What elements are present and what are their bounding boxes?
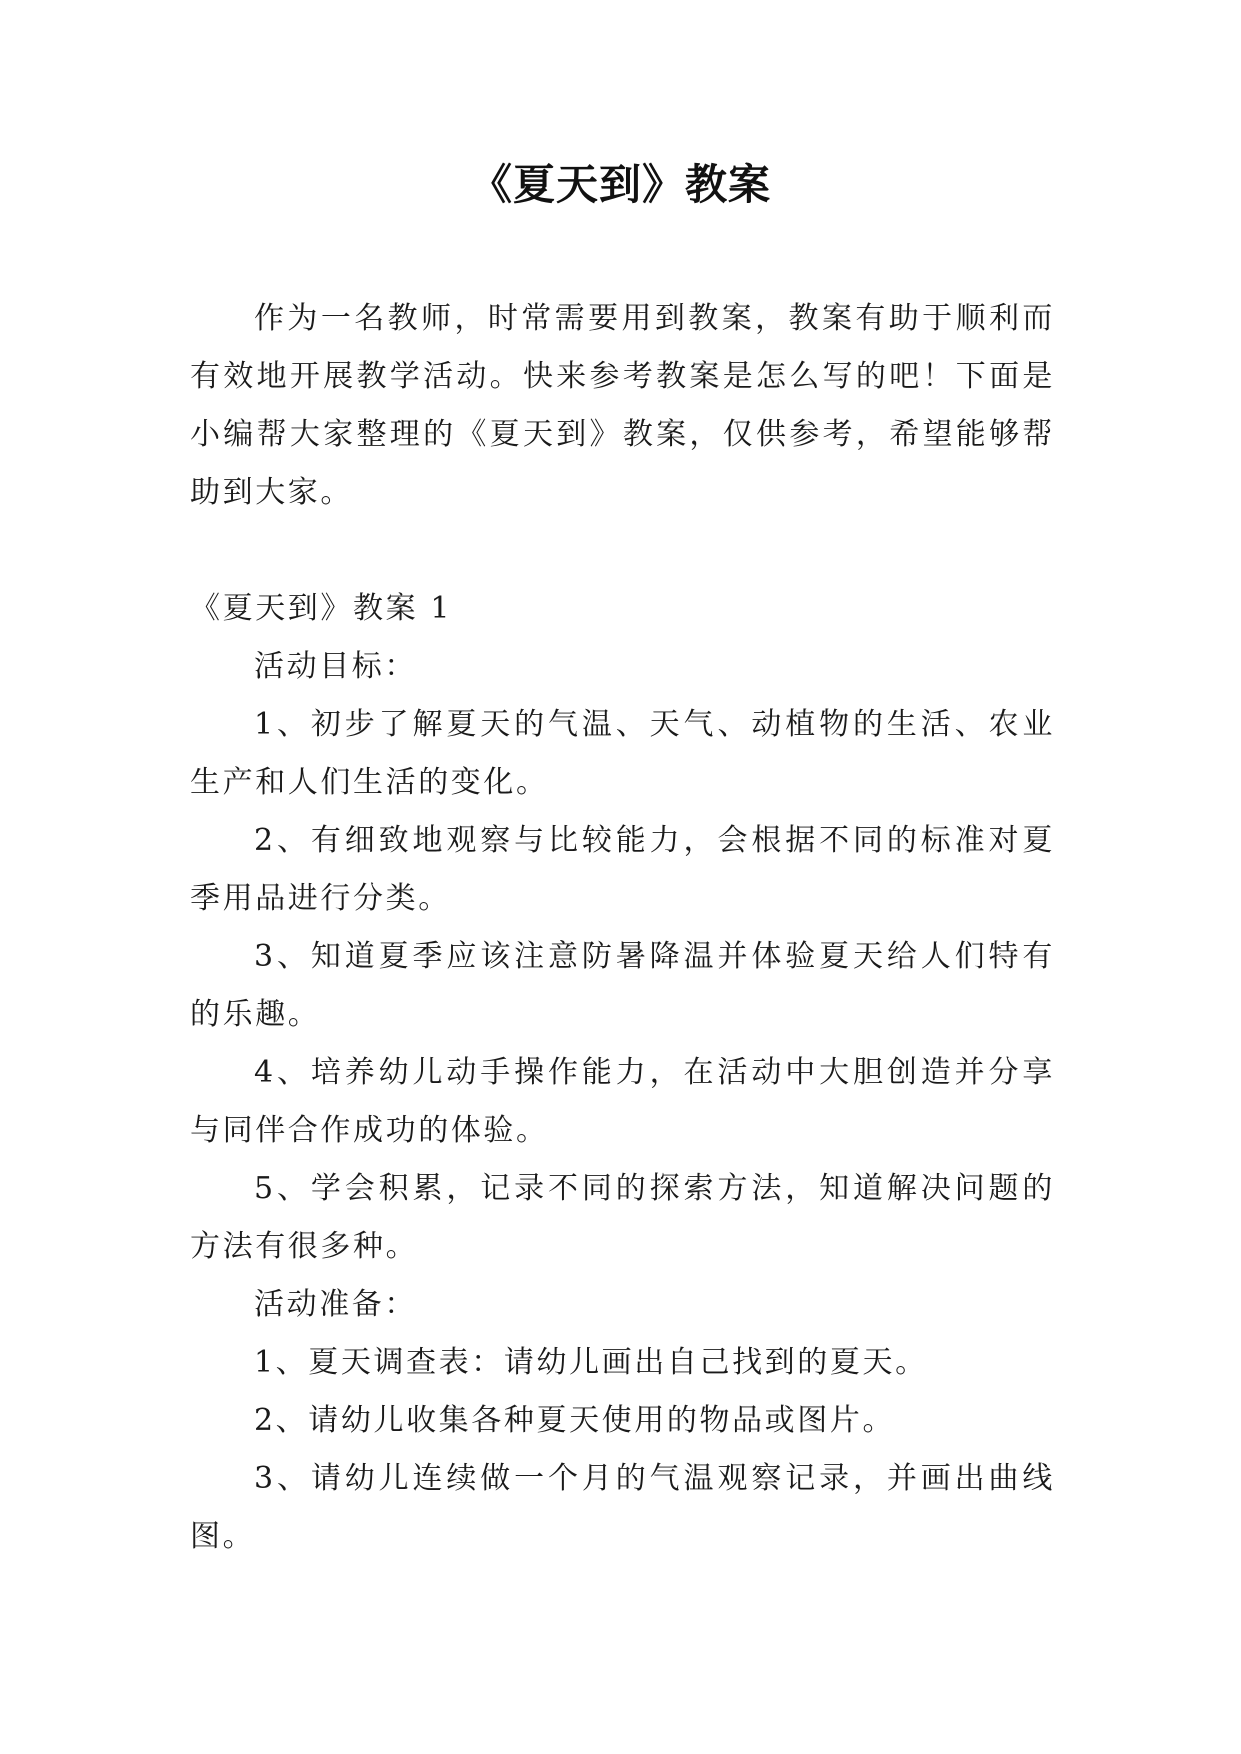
document-title: 《夏天到》教案 — [469, 160, 771, 209]
goals-heading: 活动目标： — [254, 649, 417, 684]
section-title: 《夏天到》教案 1 — [190, 591, 453, 626]
goal-item: 4、培养幼儿动手操作能力，在活动中大胆创造并分享与同伴合作成功的体验。 — [190, 1055, 1055, 1148]
prep-heading: 活动准备： — [254, 1287, 417, 1322]
document-body — [190, 290, 1055, 1566]
goal-item: 3、知道夏季应该注意防暑降温并体验夏天给人们特有的乐趣。 — [190, 939, 1055, 1032]
goal-item: 2、有细致地观察与比较能力，会根据不同的标准对夏季用品进行分类。 — [190, 823, 1055, 916]
goal-item: 1、初步了解夏天的气温、天气、动植物的生活、农业生产和人们生活的变化。 — [190, 707, 1055, 800]
goal-item: 5、学会积累，记录不同的探索方法，知道解决问题的方法有很多种。 — [190, 1171, 1055, 1264]
prep-item: 1、夏天调查表：请幼儿画出自己找到的夏天。 — [254, 1345, 928, 1380]
intro-paragraph: 作为一名教师，时常需要用到教案，教案有助于顺利而有效地开展教学活动。快来参考教案是怎么写的吧！下面是小编帮大家整理的《夏天到》教案，仅供参考，希望能够帮助到大家。 — [190, 301, 1055, 510]
prep-item: 3、请幼儿连续做一个月的气温观察记录，并画出曲线图。 — [190, 1461, 1055, 1554]
prep-item: 2、请幼儿收集各种夏天使用的物品或图片。 — [254, 1403, 896, 1438]
